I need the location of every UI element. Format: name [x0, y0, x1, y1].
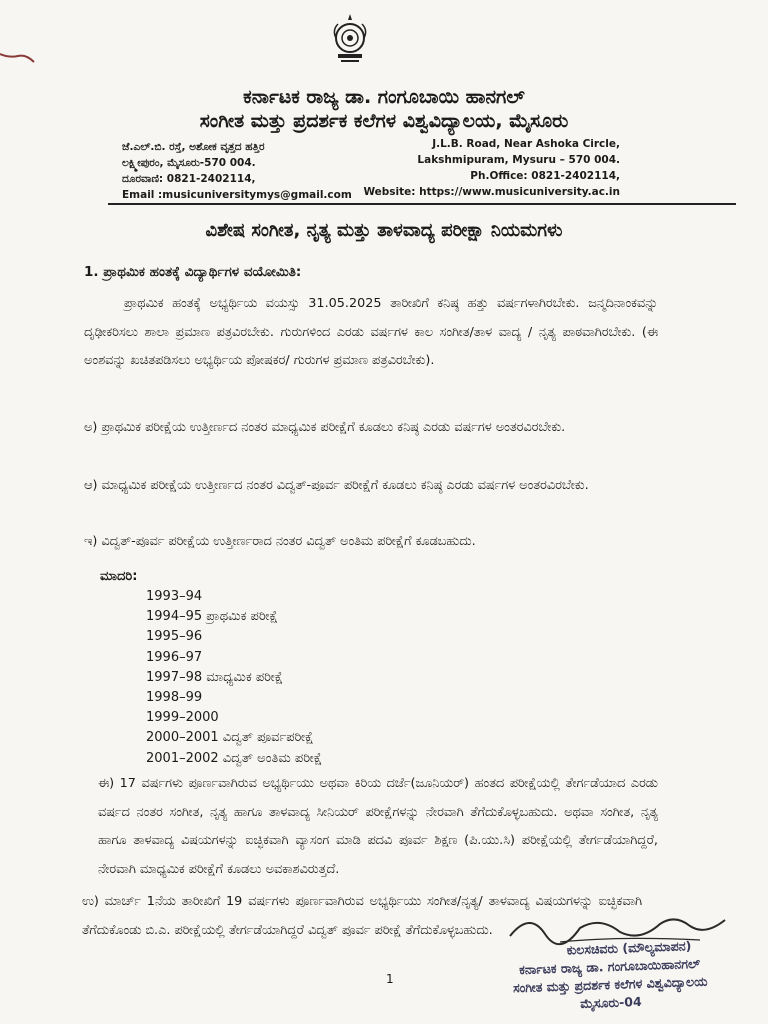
section-heading: 1. ಪ್ರಾಥಮಿಕ ಹಂತಕ್ಕೆ ವಿದ್ಯಾರ್ಥಿಗಳ ವಯೋಮಿತಿ: — [84, 264, 302, 280]
year-item: 1995–96 — [146, 629, 203, 645]
stamp-line: ಕರ್ನಾಟಕ ರಾಜ್ಯ ಡಾ. ಗಂಗೂಬಾಯಿಹಾನಗಲ್ — [518, 955, 701, 978]
document-title: ವಿಶೇಷ ಸಂಗೀತ, ನೃತ್ಯ ಮತ್ತು ತಾಳವಾದ್ಯ ಪರೀಕ್ಷಾ ನಿಯಮಗಳು — [205, 220, 563, 241]
address-line: Lakshmipuram, Mysuru – 570 004. — [417, 154, 620, 166]
page-number: 1 — [386, 972, 394, 986]
paragraph-u: ಉ) ಮಾರ್ಚ್ 1ನೆಯ ತಾರೀಖಿಗೆ 19 ವರ್ಷಗಳು ಪೂರ್ಣವಾಗಿರುವ ಅಭ್ಯರ್ಥಿಯು ಸಂಗೀತ/ನೃತ್ಯ/ ತಾಳವಾದ್ಯ ವಿಷಯಗಳನ್ನು ಐಚ್ಛಿಕವಾಗಿ ತೆಗೆದುಕೊಂಡು ಬಿ.ಎ. ಪರೀಕ್ಷೆಯಲ್ಲಿ ತೇರ್ಗಡೆಯಾಗಿದ್ದರೆ ವಿದ್ವತ್ ಪೂರ್ವ ಪರೀಕ್ಷೆ ತೆಗೆದುಕೊಳ್ಳಬಹುದು. — [82, 894, 642, 938]
year-item: 1993–94 — [146, 589, 203, 604]
address-line: ಲಕ್ಷ್ಮೀಪುರಂ, ಮೈಸೂರು-570 004. — [122, 157, 256, 169]
paragraph-a: ಅ) ಪ್ರಾಥಮಿಕ ಪರೀಕ್ಷೆಯ ಉತ್ತೀರ್ಣದ ನಂತರ ಮಾಧ್ಯಮಿಕ ಪರೀಕ್ಷೆಗೆ ಕೂಡಲು ಕನಿಷ್ಠ ಎರಡು ವರ್ಷಗಳ ಅಂತರವಿರಬೇಕು. — [84, 420, 566, 435]
example-year-list — [146, 587, 322, 769]
registrar-stamp — [469, 935, 751, 1017]
header-divider — [108, 203, 736, 205]
university-emblem-icon — [330, 12, 370, 68]
address-kannada — [122, 139, 352, 203]
margin-mark — [0, 46, 40, 76]
year-item: 1999–2000 — [146, 710, 219, 726]
stamp-line: ಕುಲಸಚಿವರು (ಮೌಲ್ಯಮಾಪನ) — [566, 938, 692, 958]
year-item: 1998–99 — [146, 690, 203, 706]
year-item: 2001–2002 ವಿದ್ವತ್ ಅಂತಿಮ ಪರೀಕ್ಷೆ — [146, 750, 323, 766]
phone-line: ದೂರವಾಣಿ: 0821-2402114, — [122, 173, 256, 185]
address-line: J.L.B. Road, Near Ashoka Circle, — [432, 138, 620, 150]
email-line: Email :musicuniversitymys@gmail.com — [122, 189, 352, 201]
paragraph-age-limit: ಪ್ರಾಥಮಿಕ ಹಂತಕ್ಕೆ ಅಭ್ಯರ್ಥಿಯ ವಯಸ್ಸು 31.05.2025 ತಾರೀಖಿಗೆ ಕನಿಷ್ಠ ಹತ್ತು ವರ್ಷಗಳಾಗಿರಬೇಕು. ಜನ್ಮದಿನಾಂಕವನ್ನು ದೃಢೀಕರಿಸಲು ಶಾಲಾ ಪ್ರಮಾಣ ಪತ್ರವಿರಬೇಕು. ಗುರುಗಳಿಂದ ಎರಡು ವರ್ಷಗಳ ಕಾಲ ಸಂಗೀತ/ತಾಳ ವಾದ್ಯ / ನೃತ್ಯ ಪಾಠವಾಗಿರಬೇಕು. (ಈ ಅಂಶವನ್ನು ಖಚಿತಪಡಿಸಲು ಅಭ್ಯರ್ಥಿಯ ಪೋಷಕರ/ ಗುರುಗಳ ಪ್ರಮಾಣ ಪತ್ರವಿರಬೇಕು). — [84, 296, 658, 368]
university-name-line2: ಸಂಗೀತ ಮತ್ತು ಪ್ರದರ್ಶಕ ಕಲೆಗಳ ವಿಶ್ವವಿದ್ಯಾಲಯ, ಮೈಸೂರು — [199, 110, 569, 132]
year-item: 1994–95 ಪ್ರಾಥಮಿಕ ಪರೀಕ್ಷೆ — [146, 609, 278, 625]
stamp-line: ಸಂಗೀತ ಮತ್ತು ಪ್ರದರ್ಶಕ ಕಲೆಗಳ ವಿಶ್ವವಿದ್ಯಾಲಯ — [512, 973, 708, 996]
example-label: ಮಾದರಿ: — [100, 569, 138, 584]
address-line: ಜೆ.ಎಲ್.ಬಿ. ರಸ್ತೆ, ಅಶೋಕ ವೃತ್ತದ ಹತ್ತಿರ — [122, 141, 265, 153]
paragraph-c: ಇ) ವಿದ್ವತ್-ಪೂರ್ವ ಪರೀಕ್ಷೆಯ ಉತ್ತೀರ್ಣರಾದ ನಂತರ ವಿದ್ವತ್ ಅಂತಿಮ ಪರೀಕ್ಷೆಗೆ ಕೂಡಬಹುದು. — [84, 534, 476, 549]
year-item: 2000–2001 ವಿದ್ವತ್ ಪೂರ್ವಪರೀಕ್ಷೆ — [146, 730, 314, 746]
university-name-line1: ಕರ್ನಾಟಕ ರಾಜ್ಯ ಡಾ. ಗಂಗೂಬಾಯಿ ಹಾನಗಲ್ — [243, 86, 525, 108]
paragraph-e: ಈ) 17 ವರ್ಷಗಳು ಪೂರ್ಣವಾಗಿರುವ ಅಭ್ಯರ್ಥಿಯು ಅಥವಾ ಕಿರಿಯ ದರ್ಜೆ(ಜೂನಿಯರ್) ಹಂತದ ಪರೀಕ್ಷೆಯಲ್ಲಿ ತೇರ್ಗಡೆಯಾದ ಎರಡು ವರ್ಷದ ನಂತರ ಸಂಗೀತ, ನೃತ್ಯ ಹಾಗೂ ತಾಳವಾದ್ಯ ಸೀನಿಯರ್ ಪರೀಕ್ಷೆಗಳನ್ನು ನೇರವಾಗಿ ತೆಗೆದುಕೊಳ್ಳಬಹುದು. ಅಥವಾ ಸಂಗೀತ, ನೃತ್ಯ ಹಾಗೂ ತಾಳವಾದ್ಯ ವಿಷಯಗಳನ್ನು ಐಚ್ಛಿಕವಾಗಿ ವ್ಯಾಸಂಗ ಮಾಡಿ ಪದವಿ ಪೂರ್ವ ಶಿಕ್ಷಣ (ಪಿ.ಯು.ಸಿ) ಪರೀಕ್ಷೆಯಲ್ಲಿ ತೇರ್ಗಡೆಯಾಗಿದ್ದರೆ, ನೇರವಾಗಿ ಮಾಧ್ಯಮಿಕ ಪರೀಕ್ಷೆಗೆ ಕೂಡಲು ಅವಕಾಶವಿರುತ್ತದೆ. — [98, 776, 658, 877]
website-line: Website: https://www.musicuniversity.ac.in — [363, 186, 620, 198]
year-item: 1996–97 — [146, 649, 203, 665]
paragraph-b: ಆ) ಮಾಧ್ಯಮಿಕ ಪರೀಕ್ಷೆಯ ಉತ್ತೀರ್ಣದ ನಂತರ ವಿದ್ವತ್-ಪೂರ್ವ ಪರೀಕ್ಷೆಗೆ ಕೂಡಲು ಕನಿಷ್ಠ ಎರಡು ವರ್ಷಗಳ ಅಂತರವಿರಬೇಕು. — [84, 478, 589, 493]
year-item: 1997–98 ಮಾಧ್ಯಮಿಕ ಪರೀಕ್ಷೆ — [146, 669, 284, 685]
address-english — [363, 136, 620, 200]
stamp-line: ಮೈಸೂರು-04 — [579, 993, 642, 1012]
phone-line: Ph.Office: 0821-2402114, — [470, 170, 620, 182]
